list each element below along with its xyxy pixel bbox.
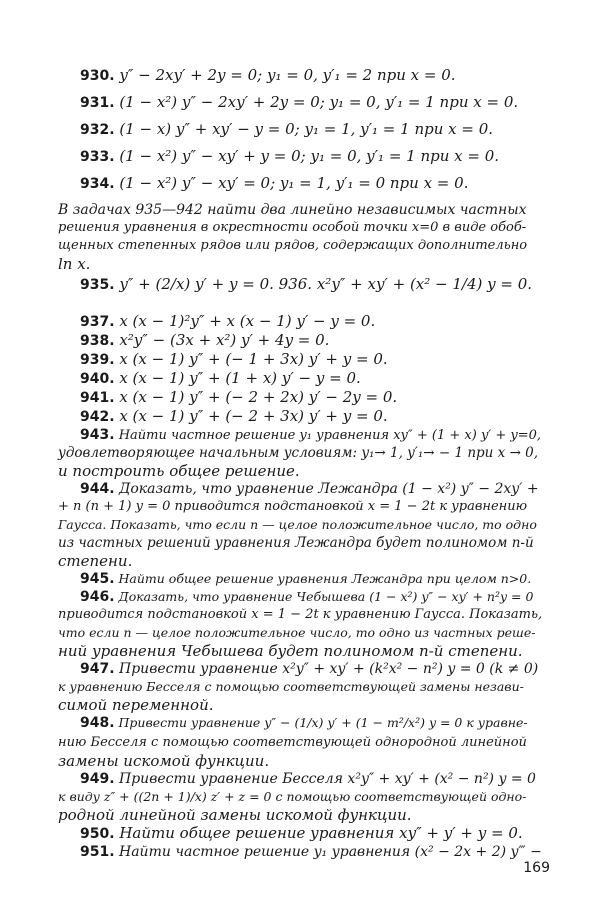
problem-number: 942.: [80, 409, 115, 425]
line-text: x (x − 1) y″ + (1 + x) y′ − y = 0.: [119, 369, 361, 387]
text-line: [80, 350, 388, 369]
text-line: [80, 275, 532, 294]
line-text: (1 − x) y″ + xy′ − y = 0; y₁ = 1, y′₁ = 1 при x = 0.: [119, 120, 494, 138]
problem-number: 949.: [80, 771, 115, 787]
line-text: Найти общее решение уравнения Лежандра при целом n>0.: [118, 571, 532, 586]
text-line: [58, 642, 523, 660]
text-line: [80, 660, 538, 678]
line-text: x (x − 1)²y″ + x (x − 1) y′ − y = 0.: [119, 312, 376, 330]
line-text: удовлетворяющее начальным условиям: y₁→ 1, y′₁→ − 1 при x → 0,: [58, 445, 539, 461]
text-line: [58, 788, 526, 806]
line-text: симой переменной.: [58, 696, 214, 714]
text-line: [58, 516, 537, 534]
problem-number: 947.: [80, 661, 115, 677]
line-text: + n (n + 1) y = 0 приводится подстановкой x = 1 − 2t к уравнению: [58, 499, 528, 514]
problem-number: 950.: [80, 826, 115, 842]
text-line: [80, 120, 493, 139]
text-line: [58, 678, 524, 696]
text-line: [58, 219, 526, 237]
line-text: ln x.: [58, 255, 91, 273]
text-line: [80, 388, 397, 407]
problem-number: 946.: [80, 589, 115, 605]
problem-number: 943.: [80, 427, 115, 443]
text-line: [80, 570, 531, 588]
line-text: к уравнению Бесселя с помощью соответствующей замены незави-: [58, 679, 524, 694]
text-line: [58, 498, 527, 516]
text-line: [80, 407, 388, 426]
text-line: [58, 806, 412, 824]
text-line: [80, 770, 536, 788]
problem-number: 941.: [80, 390, 115, 406]
page-number: 169: [523, 860, 550, 876]
line-text: Найти частное решение y₁ уравнения xy″ + (1 + x) y′ + y=0,: [118, 428, 542, 443]
text-line: [58, 752, 269, 770]
line-text: (1 − x²) y″ − 2xy′ + 2y = 0; y₁ = 0, y′₁ = 1 при x = 0.: [119, 93, 519, 111]
line-text: В задачах 935—942 найти два линейно независимых частных: [58, 202, 527, 218]
line-text: замены искомой функции.: [58, 752, 270, 770]
line-text: Привести уравнение x²y″ + xy′ + (k²x² − n²) y = 0 (k ≠ 0): [119, 661, 539, 677]
line-text: Доказать, что уравнение Лежандра (1 − x²) y″ − 2xy′ +: [119, 481, 539, 497]
line-text: что если n — целое положительное число, то одно из частных реше-: [58, 625, 536, 640]
line-text: Найти частное решение y₁ уравнения (x² − 2x + 2) y‴ −: [119, 844, 542, 860]
line-text: приводится подстановкой x = 1 − 2t к уравнению Гаусса. Показать,: [58, 607, 543, 622]
line-text: x²y″ − (3x + x²) y′ + 4y = 0.: [119, 331, 330, 349]
problem-number: 934.: [80, 176, 115, 192]
text-line: [58, 624, 535, 642]
problem-number: 939.: [80, 352, 115, 368]
line-text: родной линейной замены искомой функции.: [58, 806, 412, 824]
text-line: [80, 331, 329, 350]
problem-number: 931.: [80, 95, 115, 111]
text-line: [80, 588, 533, 606]
line-text: решения уравнения в окрестности особой точки x=0 в виде обоб-: [58, 220, 527, 235]
text-line: [58, 734, 527, 752]
line-text: к виду z″ + ((2n + 1)/x) z′ + z = 0 с помощью соответствующей одно-: [58, 789, 527, 804]
text-line: [58, 552, 132, 570]
text-line: [58, 534, 534, 552]
line-text: (1 − x²) y″ − xy′ + y = 0; y₁ = 0, y′₁ = 1 при x = 0.: [119, 147, 500, 165]
text-line: [80, 369, 361, 388]
text-line: [80, 66, 456, 85]
text-line: [80, 147, 499, 166]
text-line: [58, 462, 300, 480]
line-text: Доказать, что уравнение Чебышева (1 − x²) y″ − xy′ + n²y = 0: [118, 589, 534, 604]
problem-number: 932.: [80, 122, 115, 138]
problem-number: 933.: [80, 149, 115, 165]
line-text: Привести уравнение y″ − (1/x) y′ + (1 − m²/x²) y = 0 к уравне-: [118, 715, 528, 730]
problem-number: 951.: [80, 844, 115, 860]
text-line: [58, 255, 90, 273]
line-text: и построить общее решение.: [58, 462, 300, 480]
line-text: нию Бесселя с помощью соответствующей однородной линейной: [58, 735, 527, 750]
text-line: [58, 606, 542, 624]
line-text: щенных степенных рядов или рядов, содержащих дополнительно: [58, 238, 528, 253]
problem-number: 937.: [80, 314, 115, 330]
line-text: x (x − 1) y″ + (− 1 + 3x) y′ + y = 0.: [119, 350, 388, 368]
text-line: [58, 237, 527, 255]
line-text: Найти общее решение уравнения xy″ + y′ + y = 0.: [119, 824, 523, 842]
line-text: (1 − x²) y″ − xy′ = 0; y₁ = 1, y′₁ = 0 при x = 0.: [119, 174, 469, 192]
line-text: x (x − 1) y″ + (− 2 + 3x) y′ + y = 0.: [119, 407, 388, 425]
text-line: [80, 312, 375, 331]
text-line: [80, 714, 528, 732]
text-line: [80, 426, 541, 445]
line-text: x (x − 1) y″ + (− 2 + 2x) y′ − 2y = 0.: [119, 388, 398, 406]
text-line: [80, 174, 468, 193]
line-text: y″ + (2/x) y′ + y = 0. 936. x²y″ + xy′ + (x² − 1/4) y = 0.: [119, 275, 533, 293]
text-line: [80, 843, 542, 861]
line-text: Гаусса. Показать, что если n — целое положительное число, то одно: [58, 517, 537, 532]
problem-number: 945.: [80, 571, 115, 587]
text-line: [80, 93, 518, 112]
text-line: [58, 696, 214, 714]
text-line: [80, 480, 539, 498]
problem-number: 930.: [80, 68, 115, 84]
line-text: из частных решений уравнения Лежандра будет полиномом n-й: [58, 535, 534, 551]
line-text: y″ − 2xy′ + 2y = 0; y₁ = 0, y′₁ = 2 при x = 0.: [119, 66, 456, 84]
problem-number: 935.: [80, 277, 115, 293]
line-text: Привести уравнение Бесселя x²y″ + xy′ + (x² − n²) y = 0: [119, 771, 536, 787]
problem-number: 948.: [80, 715, 115, 731]
problem-number: 944.: [80, 481, 115, 497]
line-text: степени.: [58, 552, 133, 570]
text-line: [58, 201, 527, 219]
problem-number: 938.: [80, 333, 115, 349]
text-line: [58, 444, 538, 462]
line-text: ний уравнения Чебышева будет полиномом n-й степени.: [58, 642, 523, 660]
problem-number: 940.: [80, 371, 115, 387]
text-line: [80, 824, 523, 843]
